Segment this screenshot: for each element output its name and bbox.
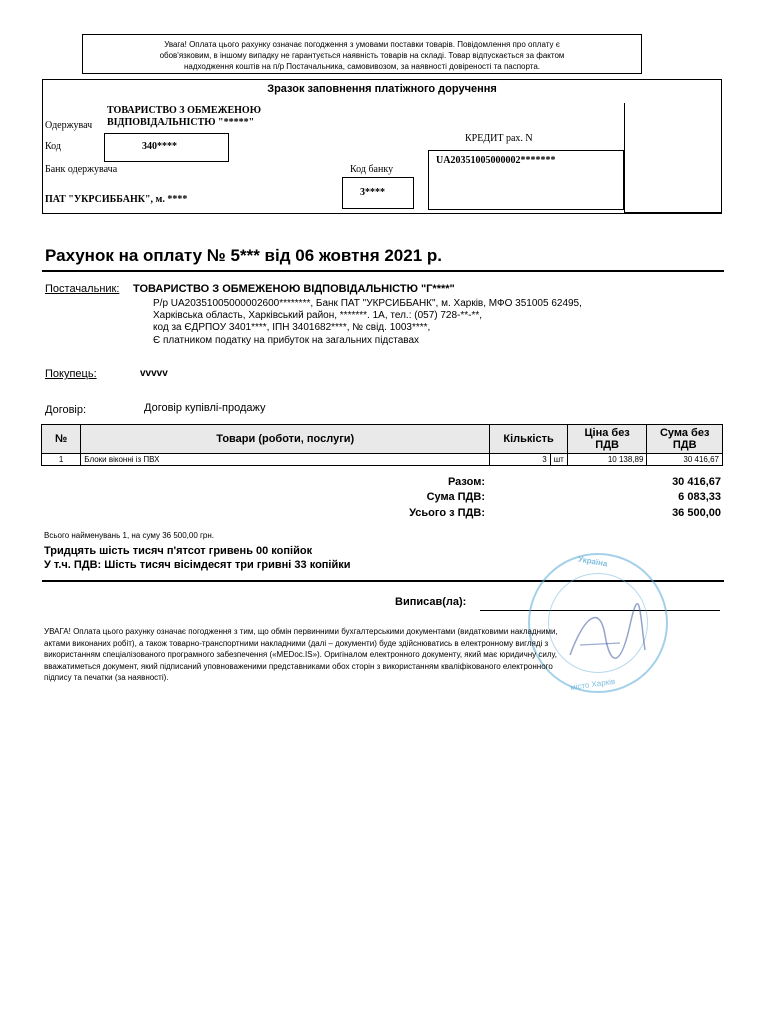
footer-notice-line-4: вважатиметься документ, який підписаний уповноваженими представниками обох сторін з використанням кваліфікованого електронного (44, 661, 553, 671)
supplier-name: ТОВАРИСТВО З ОБМЕЖЕНОЮ ВІДПОВІДАЛЬНІСТЮ "Г****" (133, 283, 455, 295)
stamp-bottom-text: місто Харків (569, 676, 616, 693)
header-sum-line-2: ПДВ (672, 439, 697, 451)
contract-value: Договір купівлі-продажу (144, 402, 266, 414)
bank-code-value: 3**** (360, 187, 385, 198)
code-label: Код (45, 141, 61, 152)
row-price: 10 138,89 (567, 454, 647, 466)
payment-notice-line-1: Увага! Оплата цього рахунку означає погодження з умовами поставки товарів. Повідомлення про оплату є (164, 40, 560, 49)
footer-notice-line-5: підпису та печатки (за наявності). (44, 673, 169, 682)
row-goods: Блоки віконні із ПВХ (81, 454, 490, 466)
total-value: 36 500,00 (672, 507, 721, 519)
footer-notice-line-1: УВАГА! Оплата цього рахунку означає погодження з тим, що обмін первинними бухгалтерськими документами (видатковими накладними, (44, 627, 558, 636)
items-count-line: Всього найменувань 1, на суму 36 500,00 грн. (44, 531, 215, 540)
footer-notice-line-3: використанням спеціалізованого програмного забезпечення («MEDoc.IS»). Оригіналом електронного документу, який має юридичну силу, (44, 650, 557, 659)
title-underline (42, 270, 724, 272)
payment-notice-line-2: обов'язковим, в іншому випадку не гарантується наявність товарів на складі. Товар відпускається за фактом (159, 51, 565, 60)
header-price (567, 425, 647, 454)
supplier-label: Постачальник: (45, 283, 120, 295)
bank-name: ПАТ "УКРСИББАНК", м. **** (45, 194, 188, 205)
supplier-details-line-2: Харківська область, Харківський район, *******. 1А, тел.: (057) 728-**-**, (153, 310, 483, 321)
header-goods: Товари (роботи, послуги) (81, 425, 490, 454)
subtotal-value: 30 416,67 (672, 476, 721, 488)
payment-notice (82, 34, 642, 74)
form-divider-bottom-right (624, 212, 722, 213)
recipient-name-line-2: ВІДПОВІДАЛЬНІСТЮ "*****" (107, 117, 255, 128)
row-sum: 30 416,67 (647, 454, 723, 466)
credit-label: КРЕДИТ рах. N (465, 133, 533, 144)
footer-notice-line-2: актами виконаних робіт), а також товарно-транспортними накладними (далі – документи) буде здійснюватись в електронному вигляді з (44, 638, 549, 648)
recipient-name-line-1: ТОВАРИСТВО З ОБМЕЖЕНОЮ (107, 105, 261, 116)
header-num: № (42, 425, 81, 454)
header-price-line-2: ПДВ (595, 439, 619, 451)
row-num: 1 (42, 454, 81, 466)
subtotal-label: Разом: (447, 476, 485, 488)
contract-label: Договір: (45, 404, 87, 416)
header-qty: Кількість (490, 425, 568, 454)
amount-in-words: Тридцять шість тисяч п'ятсот гривень 00 копійок (44, 545, 313, 557)
header-price-line-1: Ціна без (584, 427, 630, 439)
code-value: 340**** (142, 141, 177, 152)
table-row (42, 454, 723, 466)
items-table (41, 424, 723, 466)
buyer-label: Покупець: (45, 368, 97, 380)
bank-label: Банк одержувача (45, 164, 118, 175)
supplier-details-line-3: код за ЄДРПОУ 3401****, ІПН 3401682****, № свід. 1003****, (153, 322, 431, 333)
vat-in-words: У т.ч. ПДВ: Шість тисяч вісімдесят три гривні 33 копійки (44, 559, 351, 571)
bank-code-label: Код банку (350, 164, 394, 175)
stamp-top-text: Україна (577, 554, 609, 569)
row-qty: 3 (490, 454, 550, 466)
payment-notice-line-3: надходження коштів на п/р Постачальника, самовивозом, за наявності довіреності та паспорта. (183, 62, 541, 71)
signature-label: Виписав(ла): (395, 596, 467, 608)
supplier-details-line-4: Є платником податку на прибуток на загальних підставах (153, 335, 420, 346)
recipient-label: Одержувач (45, 120, 93, 131)
header-sum (647, 425, 723, 454)
vat-value: 6 083,33 (678, 491, 721, 503)
invoice-title: Рахунок на оплату № 5*** від 06 жовтня 2021 р. (45, 246, 442, 265)
supplier-details-line-1: Р/р UA20351005000002600********, Банк ПАТ "УКРСИББАНК", м. Харків, МФО 351005 62495, (153, 298, 582, 309)
vat-label: Сума ПДВ: (426, 491, 485, 503)
form-divider-vertical (624, 103, 625, 213)
buyer-value: vvvvv (140, 368, 168, 379)
total-label: Усього з ПДВ: (409, 507, 485, 519)
payment-order-title: Зразок заповнення платіжного доручення (267, 83, 497, 95)
account-value: UA20351005000002******* (436, 155, 556, 166)
table-header-row (42, 425, 723, 454)
row-unit: шт (550, 454, 567, 466)
footer-notice (44, 626, 734, 684)
header-sum-line-1: Сума без (659, 427, 710, 439)
